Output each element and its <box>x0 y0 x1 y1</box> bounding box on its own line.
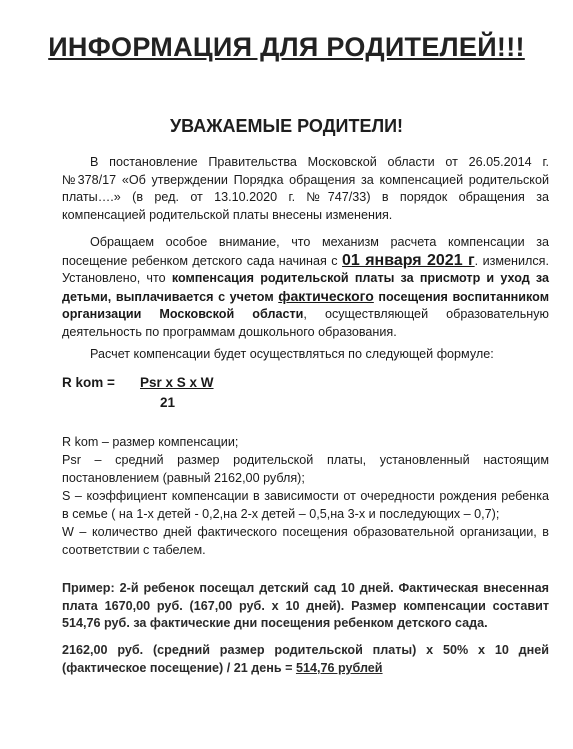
calculation-paragraph <box>62 642 549 677</box>
mechanism-text-3: , осуществляющей образовательную деятельность по программам дошкольного образования. <box>62 307 549 339</box>
definition-psr <box>62 452 549 487</box>
paragraph-intro-text: В постановление Правительства Московской области от 26.05.2014 г. №378/17 «Об утверждении Порядка обращения за компенсацией родительской платы….» (в ред. от 13.10.2020 г. №747/33) в порядок обращения за компенсацией родительской платы внесены изменения. <box>62 155 549 222</box>
definition-rkom <box>62 434 549 452</box>
definition-rkom-text: R kom – размер компенсации; <box>62 435 239 449</box>
page-title: ИНФОРМАЦИЯ ДЛЯ РОДИТЕЛЕЙ!!! <box>48 32 525 62</box>
formula-lhs: R kom = <box>62 375 115 390</box>
definition-s-text: S – коэффициент компенсации в зависимости от очередности рождения ребенка в семье ( на 1-х детей - 0,2,на 2-х детей – 0,5,на 3-х и последующих – 0,7); <box>62 489 549 521</box>
definition-w-text: W – количество дней фактического посещения образовательной организации, в соответствии с табелем. <box>62 525 549 557</box>
paragraph-formula-intro <box>62 346 549 364</box>
word-actual: фактического <box>278 287 374 304</box>
paragraph-mechanism <box>62 234 549 342</box>
example-label: Пример: <box>62 581 115 595</box>
effective-date: 01 января 2021 г <box>342 251 475 269</box>
page-subtitle: УВАЖАЕМЫЕ РОДИТЕЛИ! <box>169 116 404 136</box>
definition-s <box>62 488 549 523</box>
mechanism-text-1: Обращаем особое внимание, что механизм расчета компенсации за посещение ребенком детского сада начиная с <box>62 235 549 268</box>
paragraph-intro <box>62 154 549 224</box>
mechanism-bold-1: компенсация родительской платы за присмотр и уход за детьми, выплачивается с учетом <box>62 271 550 304</box>
definition-psr-text: Psr – средний размер родительской платы, установленный настоящим постановлением (равный 2162,00 рубля); <box>62 453 549 485</box>
definition-w <box>62 524 549 559</box>
example-text: 2-й ребенок посещал детский сад 10 дней. Фактическая внесенная плата 1670,00 руб. (167,00 руб. x 10 дней). Размер компенсации составит 514,76 руб. за фактические дни посещения ребенком детского сада. <box>62 581 549 631</box>
calculation-text: 2162,00 руб. (средний размер родительской платы) х 50% х 10 дней (фактическое посещение) / 21 день = <box>62 643 549 675</box>
mechanism-bold-2: посещения воспитанником организации Московской области <box>62 289 550 322</box>
mechanism-text-2: . изменился. Установлено, что <box>62 253 549 286</box>
formula-numerator: Psr x S x W <box>140 375 214 390</box>
formula-denominator: 21 <box>160 395 176 410</box>
example-paragraph <box>62 580 549 633</box>
formula-intro-text: Расчет компенсации будет осуществляться по следующей формуле: <box>90 347 494 361</box>
calculation-result: 514,76 рублей <box>295 660 383 675</box>
